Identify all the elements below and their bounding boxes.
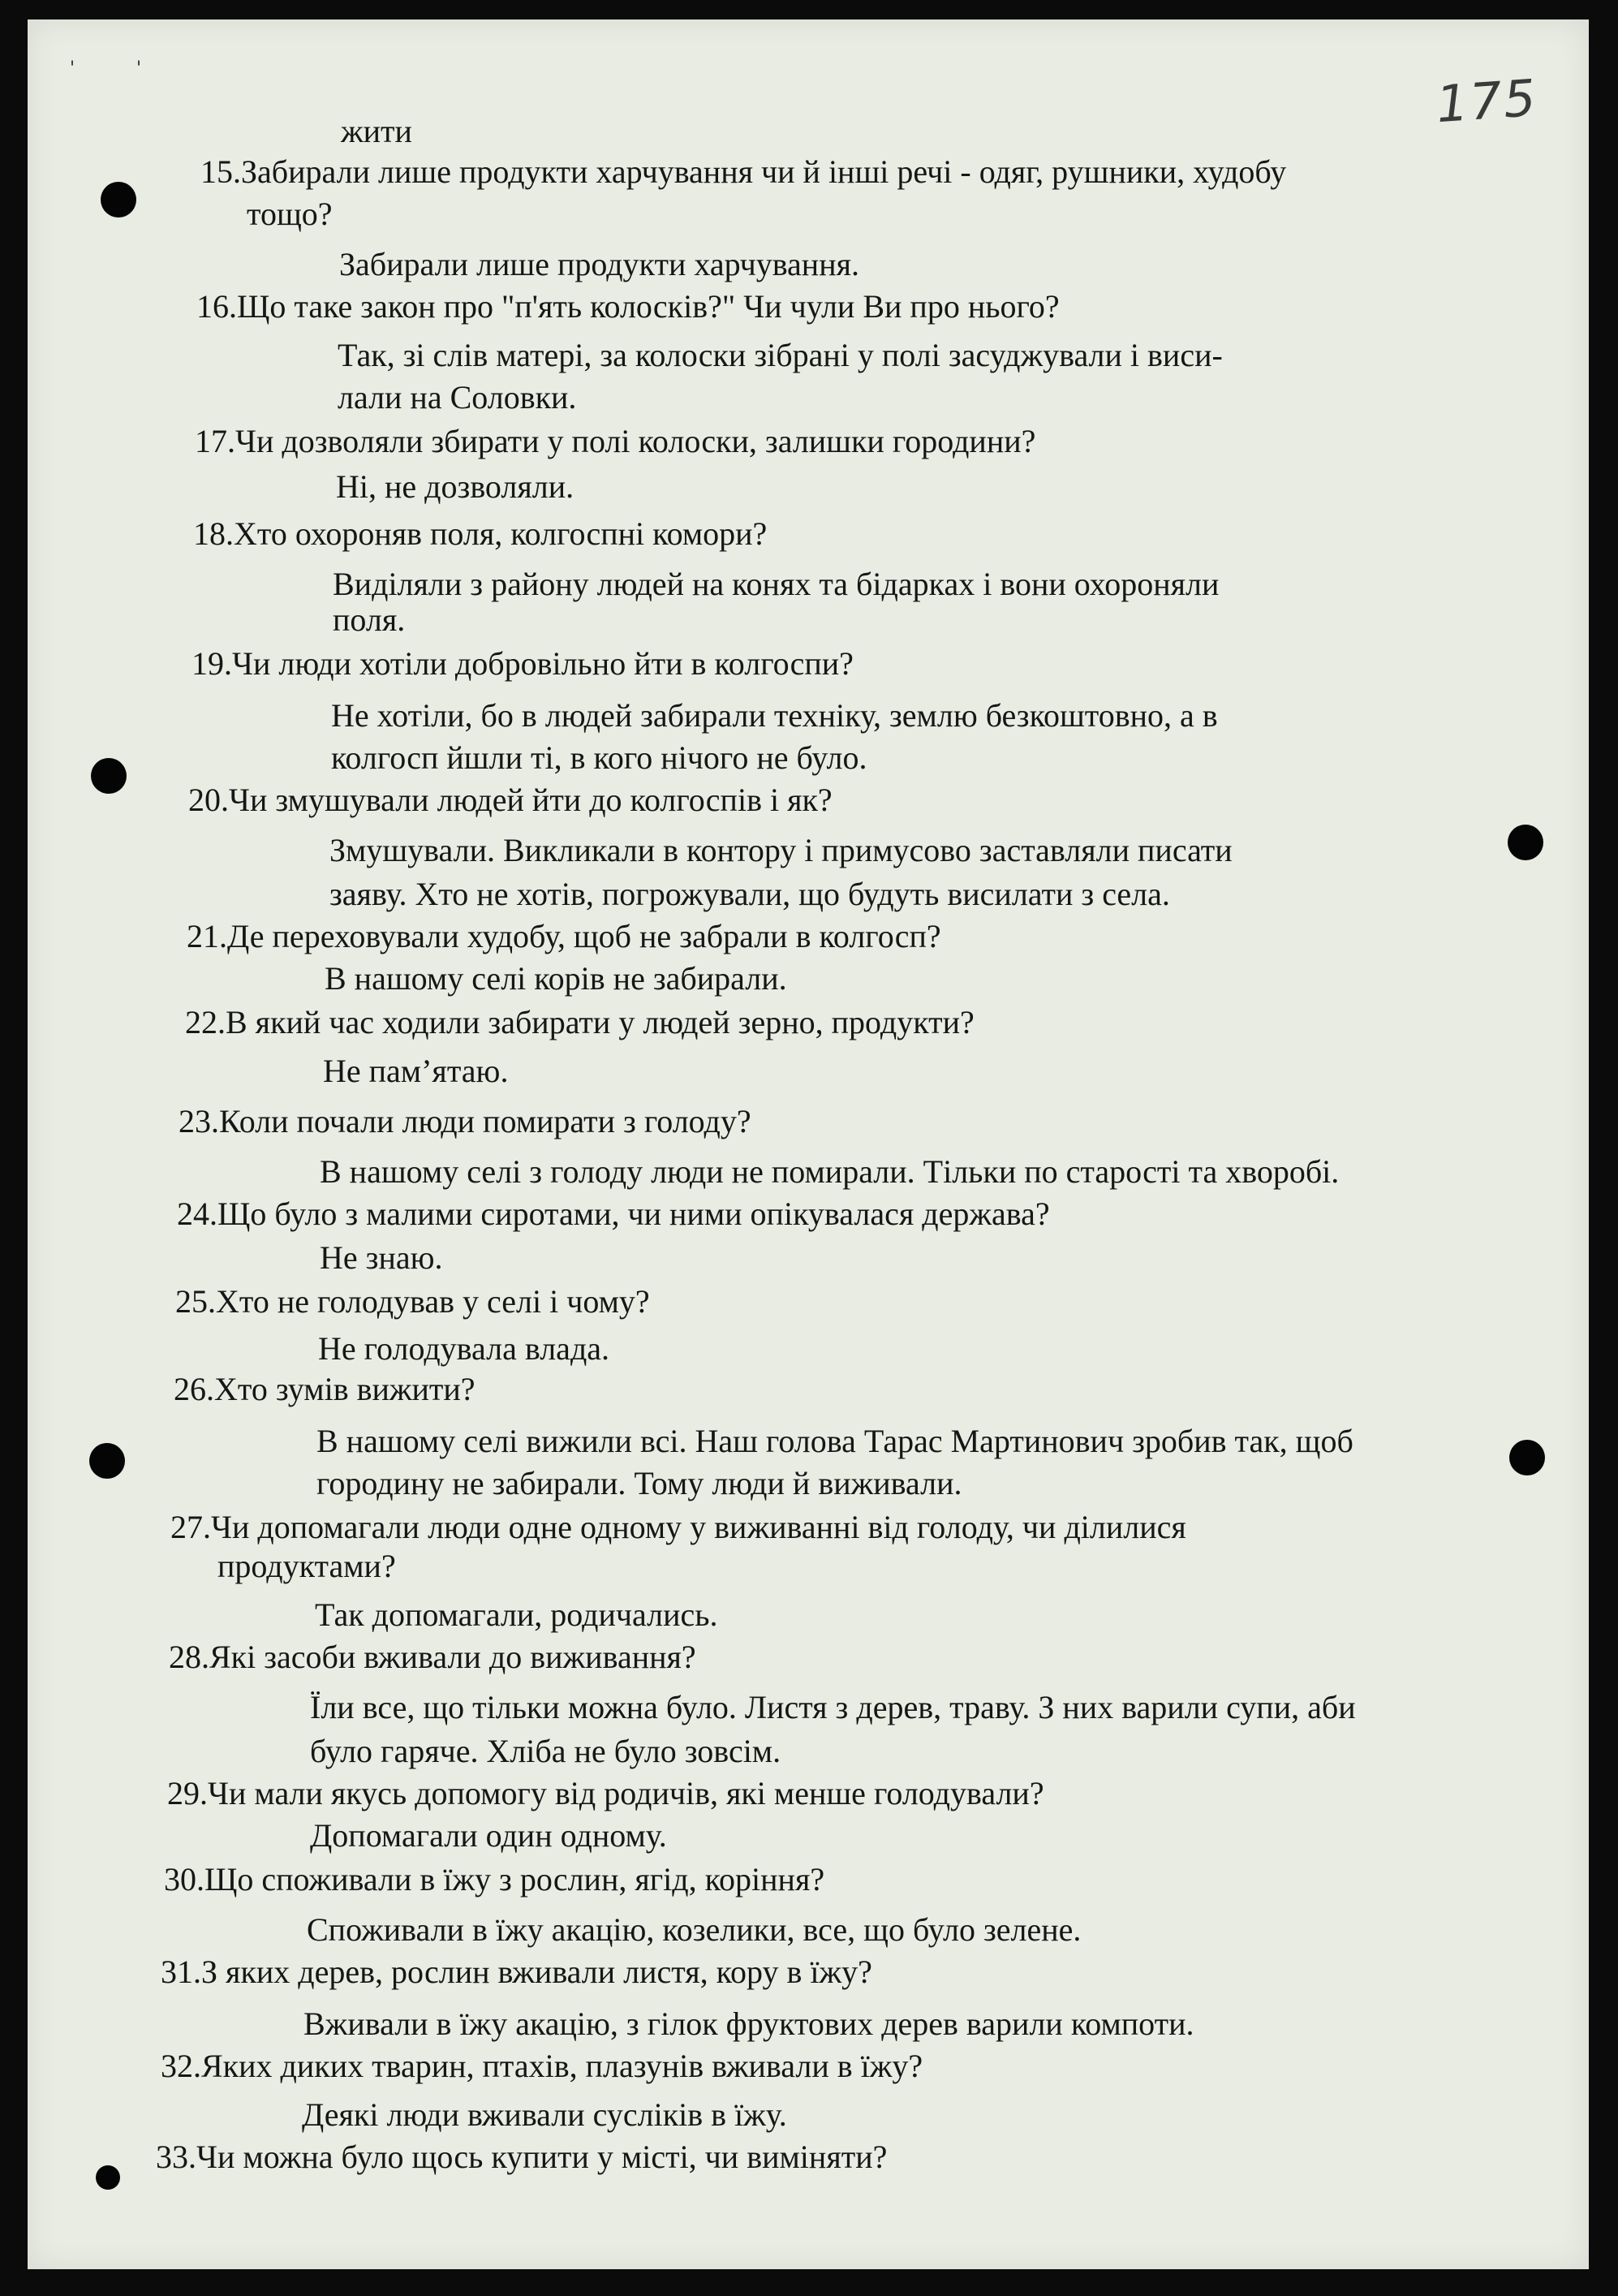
text-line: тощо?: [247, 196, 333, 232]
text-line: 25.Хто не голодував у селі і чому?: [175, 1283, 650, 1320]
text-line: Виділяли з району людей на конях та бідарках і вони охороняли: [333, 566, 1220, 602]
text-line: 20.Чи змушували людей йти до колгоспів і як?: [188, 782, 833, 818]
text-line: Так допомагали, родичались.: [315, 1596, 718, 1633]
text-line: 30.Що споживали в їжу з рослин, ягід, коріння?: [164, 1861, 825, 1898]
text-line: 18.Хто охороняв поля, колгоспні комори?: [193, 515, 768, 552]
text-line: 17.Чи дозволяли збирати у полі колоски, залишки городини?: [195, 423, 1036, 459]
text-line: В нашому селі вижили всі. Наш голова Тарас Мартинович зробив так, щоб: [316, 1423, 1353, 1459]
text-line: городину не забирали. Тому люди й виживали.: [316, 1465, 962, 1501]
text-line: 16.Що таке закон про "п'ять колосків?" Чи чули Ви про нього?: [196, 288, 1060, 325]
handwritten-page-number: 175: [1434, 67, 1539, 135]
text-line: В нашому селі з голоду люди не помирали. Тільки по старості та хворобі.: [320, 1153, 1340, 1190]
text-line: В нашому селі корів не забирали.: [325, 960, 787, 997]
text-line: 21.Де переховували худобу, щоб не забрали в колгосп?: [187, 918, 941, 954]
text-line: Споживали в їжу акацію, козелики, все, що було зелене.: [307, 1911, 1082, 1948]
text-line: Так, зі слів матері, за колоски зібрані у полі засуджували і виси-: [338, 337, 1223, 373]
corner-mark: ': [136, 58, 142, 79]
text-line: було гаряче. Хліба не було зовсім.: [310, 1733, 781, 1769]
punch-hole: [101, 182, 136, 218]
text-line: заяву. Хто не хотів, погрожували, що будуть висилати з села.: [329, 876, 1170, 912]
text-line: колгосп йшли ті, в кого нічого не було.: [331, 739, 867, 776]
text-line: 22.В який час ходили забирати у людей зерно, продукти?: [185, 1004, 975, 1040]
text-line: 23.Коли почали люди помирати з голоду?: [179, 1103, 751, 1139]
punch-hole: [1508, 825, 1543, 860]
text-line: 27.Чи допомагали люди одне одному у виживанні від голоду, чи ділилися: [170, 1509, 1186, 1545]
text-line: Вживали в їжу акацію, з гілок фруктових дерев варили компоти.: [303, 2005, 1194, 2042]
text-line: Не пам’ятаю.: [323, 1053, 509, 1089]
text-line: Не хотіли, бо в людей забирали техніку, землю безкоштовно, а в: [331, 697, 1218, 734]
text-line: 19.Чи люди хотіли добровільно йти в колгоспи?: [191, 645, 854, 682]
text-line: Допомагали один одному.: [310, 1817, 667, 1854]
punch-hole: [1509, 1440, 1545, 1475]
text-line: 32.Яких диких тварин, птахів, плазунів вживали в їжу?: [161, 2048, 923, 2084]
text-line: Їли все, що тільки можна було. Листя з дерев, траву. З них варили супи, аби: [310, 1689, 1356, 1725]
text-line: поля.: [333, 601, 406, 638]
text-line: 33.Чи можна було щось купити у місті, чи виміняти?: [156, 2139, 888, 2175]
text-line: жити: [341, 113, 412, 149]
text-line: 26.Хто зумів вижити?: [174, 1371, 476, 1407]
text-line: 31.З яких дерев, рослин вживали листя, кору в їжу?: [161, 1954, 872, 1990]
punch-hole: [89, 1443, 125, 1479]
corner-mark: ': [70, 58, 75, 79]
text-line: 29.Чи мали якусь допомогу від родичів, які менше голодували?: [167, 1775, 1044, 1811]
text-line: 24.Що було з малими сиротами, чи ними опікувалася держава?: [177, 1195, 1050, 1232]
text-line: 28.Які засоби вживали до виживання?: [169, 1639, 696, 1675]
text-line: 15.Забирали лише продукти харчування чи й інші речі - одяг, рушники, худобу: [200, 153, 1287, 190]
text-line: Не знаю.: [320, 1239, 443, 1276]
text-line: Ні, не дозволяли.: [336, 468, 574, 505]
text-line: Не голодувала влада.: [318, 1330, 610, 1367]
text-line: продуктами?: [217, 1548, 396, 1584]
text-line: Деякі люди вживали сусліків в їжу.: [302, 2096, 787, 2133]
punch-hole: [96, 2165, 120, 2190]
text-line: Змушували. Викликали в контору і примусово заставляли писати: [329, 832, 1233, 868]
punch-hole: [91, 758, 127, 794]
text-line: лали на Соловки.: [338, 379, 577, 416]
text-line: Забирали лише продукти харчування.: [339, 246, 860, 282]
